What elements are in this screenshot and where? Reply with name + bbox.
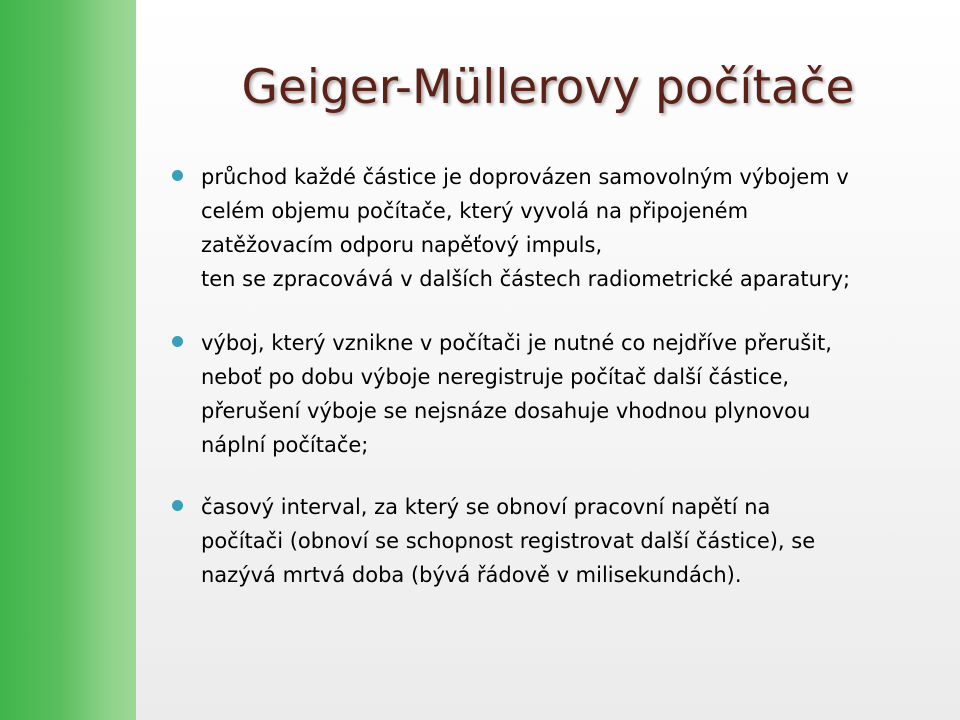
bullet-line: nazývá mrtvá doba (bývá řádově v milisekundách). [201,563,742,587]
bullet-line: průchod každé částice je doprovázen samovolným výbojem v [201,165,849,189]
bullet-line: neboť po dobu výboje neregistruje počítač další částice, [201,365,790,389]
bullet-dot-icon [172,170,183,181]
bullet-text [201,326,832,462]
bullet-line: přerušení výboje se nejsnáze dosahuje vhodnou plynovou [201,399,811,423]
bullet-text [201,490,815,592]
bullet-dot-icon [172,500,183,511]
bullet-line: celém objemu počítače, který vyvolá na připojeném [201,199,749,223]
bullet-line: zatěžovacím odporu napěťový impuls, [201,233,603,257]
bullet-line: výboj, který vznikne v počítači je nutné co nejdříve přerušit, [201,331,832,355]
slide-title: Geiger-Müllerovy počítače [241,60,855,115]
bullet-line: náplní počítače; [201,433,369,457]
bullet-line: počítači (obnoví se schopnost registrovat další částice), se [201,529,816,553]
bullet-dot-icon [172,336,183,347]
left-green-band [0,0,136,720]
bullet-line: časový interval, za který se obnoví pracovní napětí na [201,495,771,519]
bullet-line: ten se zpracovává v dalších částech radiometrické aparatury; [201,267,851,291]
bullet-text [201,160,850,296]
